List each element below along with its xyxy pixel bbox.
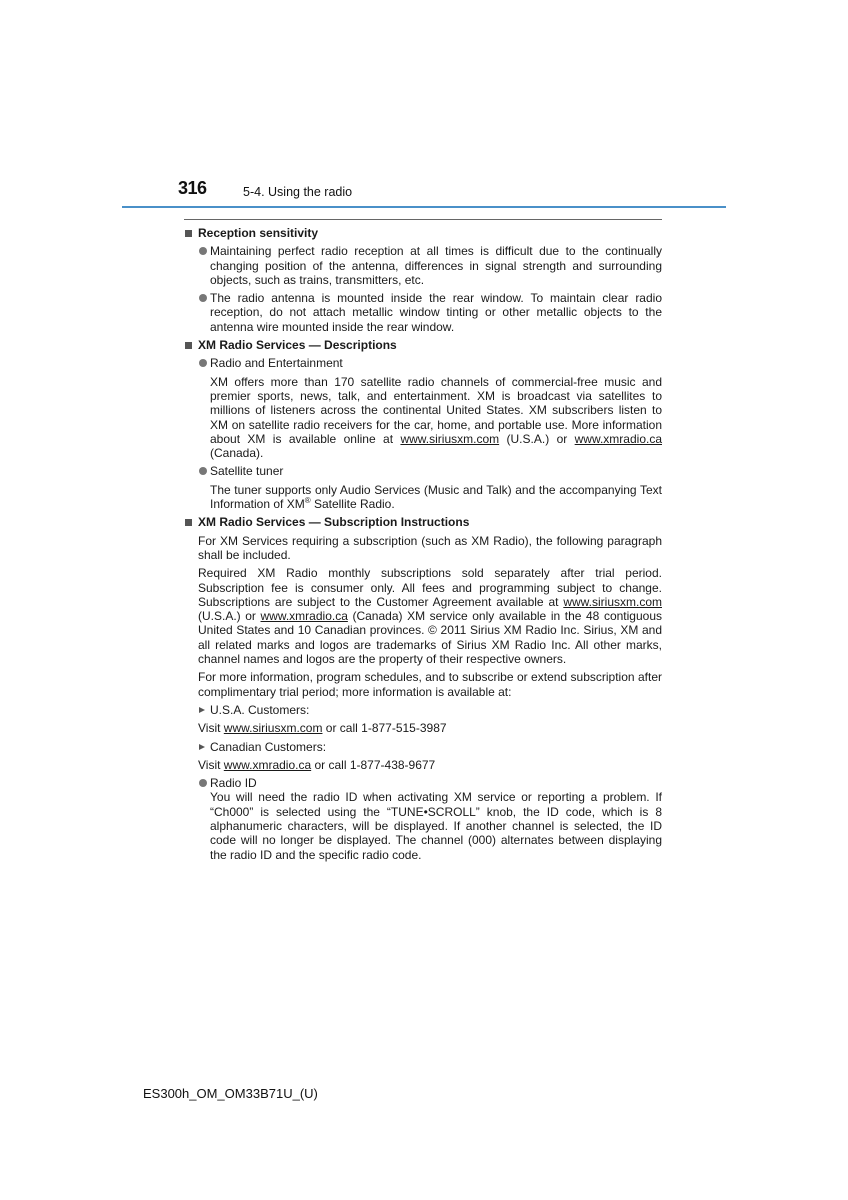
circle-bullet-icon [199,779,207,787]
heading-xm-descriptions: XM Radio Services — Descriptions [184,338,662,352]
canadian-customers-item: Canadian Customers: [184,740,662,754]
header-rule [122,206,726,208]
heading-reception-sensitivity: Reception sensitivity [184,226,662,240]
usa-contact: Visit www.siriusxm.com or call 1-877-515-3987 [198,721,447,736]
square-bullet-icon [185,519,192,526]
page-header [0,0,848,210]
page-number: 316 [178,178,207,198]
satellite-tuner-item: Satellite tuner [184,464,662,478]
radio-entertainment-item: Radio and Entertainment [184,356,662,370]
circle-bullet-icon [199,247,207,255]
content-rule [184,219,662,220]
square-bullet-icon [185,230,192,237]
circle-bullet-icon [199,359,207,367]
radio-entertainment-text: XM offers more than 170 satellite radio channels of commercial-free music and premier sports, news, talk, and entertainment. XM is broadcast via satellites to millions of listeners across the continental United States. XM subscribers listen to XM on satellite radio receivers for the car, home, and portable use. More information about XM is available online at www.siriusxm.com (U.S.A.) or www.xmradio.ca (Canada). [210,374,662,461]
canada-contact: Visit www.xmradio.ca or call 1-877-438-9677 [198,757,436,772]
link-siriusxm[interactable]: www.siriusxm.com [223,721,323,736]
link-siriusxm[interactable]: www.siriusxm.com [400,431,500,446]
triangle-bullet-icon [199,744,205,750]
subscription-paragraph-2: Required XM Radio monthly subscriptions sold separately after trial period. Subscription fee is consumer only. All fees and programming subject to change. Subscriptions are subject to the Customer Agreement available at www.siriusxm.com (U.S.A.) or www.xmradio.ca (Canada) XM service only available in the 48 contiguous United States and 10 Canadian provinces. © 2011 Sirius XM Radio Inc. Sirius, XM and all related marks and logos are trademarks of Sirius XM Radio Inc. All other marks, channel names and logos are the property of their respective owners. [198,566,662,667]
heading-xm-subscription: XM Radio Services — Subscription Instructions [184,515,662,529]
circle-bullet-icon [199,294,207,302]
radio-id-item: Radio ID You will need the radio ID when activating XM service or reporting a problem. If “Ch000” is selected using the “TUNE•SCROLL” knob, the ID code, which is 8 alphanumeric characters, will be displayed. If another channel is selected, the ID code will no longer be displayed. The channel (000) alternates between displaying the radio ID and the specific radio code. [184,776,662,862]
link-xmradio[interactable]: www.xmradio.ca [574,431,662,446]
usa-customers-item: U.S.A. Customers: [184,703,662,717]
subscription-paragraph-3: For more information, program schedules, and to subscribe or extend subscription after complimentary trial period; more information is available at: [198,670,662,699]
square-bullet-icon [185,342,192,349]
page-content [184,226,662,862]
registered-mark: ® [304,496,311,506]
link-siriusxm[interactable]: www.siriusxm.com [563,594,662,609]
subscription-paragraph-1: For XM Services requiring a subscription (such as XM Radio), the following paragraph shall be included. [198,533,662,562]
reception-bullet-2: The radio antenna is mounted inside the rear window. To maintain clear radio reception, do not attach metallic window tinting or other metallic objects to the antenna wire mounted inside the rear window. [184,291,662,334]
section-title: 5-4. Using the radio [243,185,353,199]
circle-bullet-icon [199,467,207,475]
reception-bullet-1: Maintaining perfect radio reception at all times is difficult due to the continually changing position of the antenna, differences in signal strength and surrounding objects, such as trains, transmitters, etc. [184,244,662,287]
document-code: ES300h_OM_OM33B71U_(U) [143,1086,318,1101]
satellite-tuner-text: The tuner supports only Audio Services (Music and Talk) and the accompanying Text Information of XM® Satellite Radio. [210,482,662,512]
link-xmradio[interactable]: www.xmradio.ca [223,757,312,772]
triangle-bullet-icon [199,707,205,713]
link-xmradio[interactable]: www.xmradio.ca [260,609,348,624]
radio-id-text: You will need the radio ID when activating XM service or reporting a problem. If “Ch000” is selected using the “TUNE•SCROLL” knob, the ID code, which is 8 alphanumeric characters, will be displayed. If another channel is selected, the ID code will no longer be displayed. The channel (000) alternates between displaying the radio ID and the specific radio code. [210,790,662,862]
